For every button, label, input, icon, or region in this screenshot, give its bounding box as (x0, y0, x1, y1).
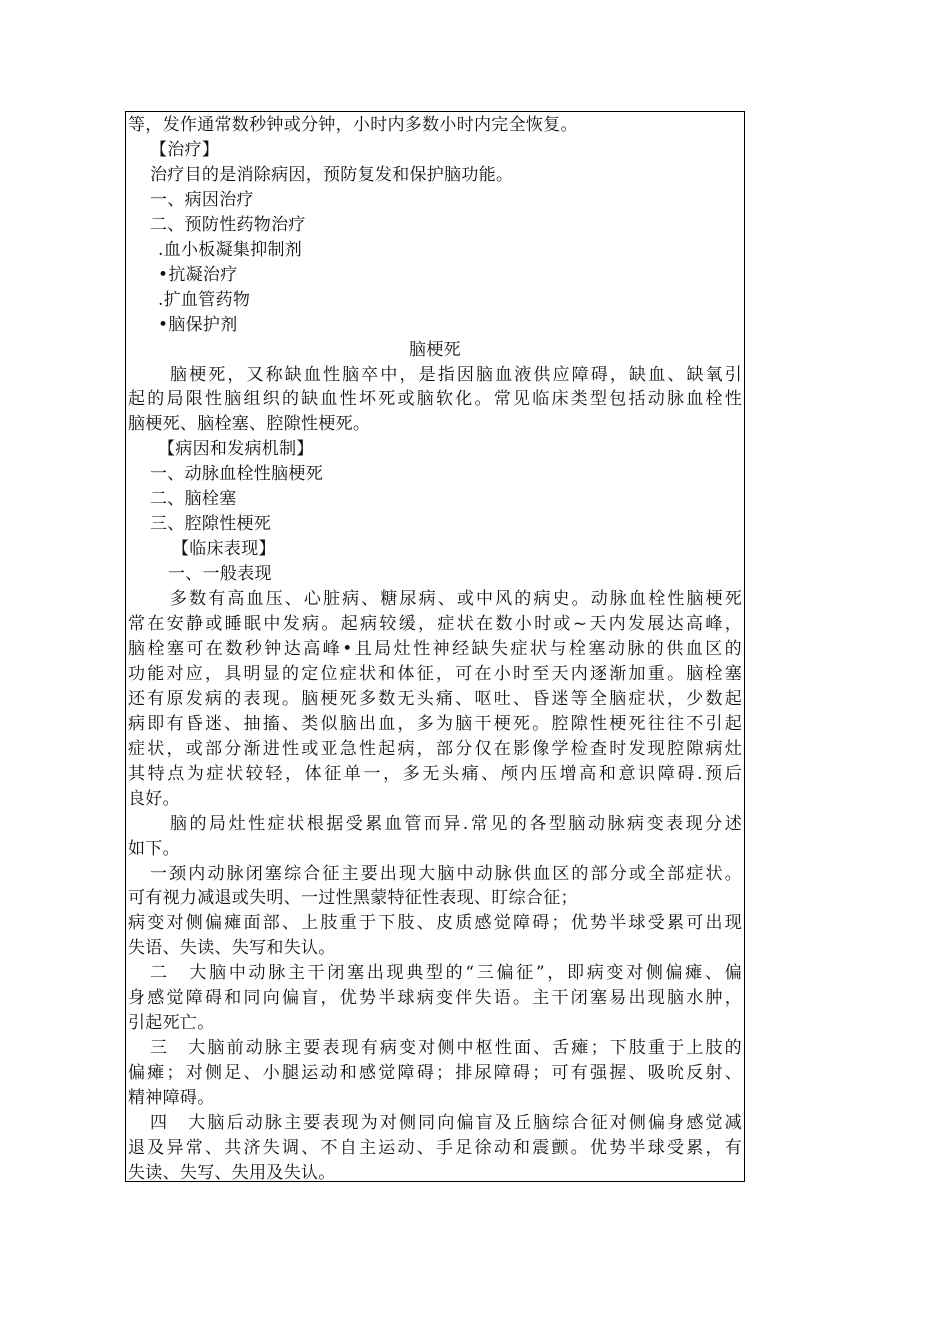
text-line: 一颈内动脉闭塞综合征主要出现大脑中动脉供血区的部分或全部症状。 (150, 863, 742, 884)
text-line: 病即有昏迷、抽搐、类似脑出血，多为脑干梗死。腔隙性梗死往往不引起 (128, 713, 742, 734)
text-line: 病变对侧偏瘫面部、上肢重于下肢、皮质感觉障碍；优势半球受累可出现 (128, 913, 742, 934)
text-line: 失语、失读、失写和失认。 (128, 938, 336, 959)
text-line: 【临床表现】 (172, 539, 276, 560)
text-line: 症状，或部分渐进性或亚急性起病，部分仅在影像学检查时发现腔隙病灶 (128, 738, 742, 759)
text-line: 可有视力减退或失明、一过性黑蒙特征性表现、盯综合征； (128, 888, 578, 909)
text-line: •脑保护剂 (158, 314, 238, 335)
text-line: 二、脑栓塞 (150, 489, 237, 510)
text-line: 【病因和发病机制】 (158, 439, 314, 460)
text-line: 【治疗】 (150, 139, 220, 160)
text-line: 身感觉障碍和同向偏盲，优势半球病变伴失语。主干闭塞易出现脑水肿， (128, 988, 742, 1009)
text-line: .扩血管药物 (158, 289, 251, 310)
text-line: 良好。 (128, 788, 180, 809)
text-line: 其特点为症状较轻，体征单一，多无头痛、颅内压增高和意识障碍.预后 (128, 763, 742, 784)
text-line: 精神障碍。 (128, 1088, 215, 1109)
text-line: 多数有高血压、心脏病、糖尿病、或中风的病史。动脉血栓性脑梗死 (170, 589, 742, 610)
text-line: 二 大脑中动脉主干闭塞出现典型的“三偏征”，即病变对侧偏瘫、偏 (150, 963, 742, 984)
text-line: 常在安静或睡眠中发病。起病较缓，症状在数小时或~天内发展达高峰， (128, 614, 742, 634)
text-line: 三、腔隙性梗死 (150, 514, 272, 535)
text-line: 等，发作通常数秒钟或分钟，小时内多数小时内完全恢复。 (128, 115, 578, 135)
text-line: 一、一般表现 (168, 564, 272, 585)
section-heading: 脑梗死 (409, 339, 461, 360)
text-line: 还有原发病的表现。脑梗死多数无头痛、呕吐、昏迷等全脑症状，少数起 (128, 688, 742, 709)
text-line: 偏瘫；对侧足、小腿运动和感觉障碍；排尿障碍；可有强握、吸吮反射、 (128, 1063, 742, 1084)
text-line: 治疗目的是消除病因，预防复发和保护脑功能。 (150, 164, 514, 185)
text-line: •抗凝治疗 (158, 264, 238, 285)
document-page-frame (125, 111, 745, 1182)
text-line: 退及异常、共济失调、不自主运动、手足徐动和震颤。优势半球受累，有 (128, 1137, 742, 1158)
text-line: 脑梗死、脑栓塞、腔隙性梗死。 (128, 414, 371, 435)
text-line: 一、动脉血栓性脑梗死 (150, 464, 323, 485)
text-line: 失读、失写、失用及失认。 (128, 1162, 336, 1182)
text-line: 功能对应，具明显的定位症状和体征，可在小时至天内逐渐加重。脑栓塞 (128, 663, 742, 684)
text-line: 脑梗死，又称缺血性脑卒中，是指因脑血液供应障碍，缺血、缺氧引 (170, 364, 742, 385)
text-line: 脑的局灶性症状根据受累血管而异.常见的各型脑动脉病变表现分述 (170, 813, 742, 834)
text-line: 引起死亡。 (128, 1013, 215, 1034)
text-line: 二、预防性药物治疗 (150, 214, 306, 235)
text-line: 起的局限性脑组织的缺血性坏死或脑软化。常见临床类型包括动脉血栓性 (128, 389, 742, 410)
text-line: 如下。 (128, 838, 180, 859)
text-line: 脑栓塞可在数秒钟达高峰•且局灶性神经缺失症状与栓塞动脉的供血区的 (128, 638, 742, 659)
text-line: 四 大脑后动脉主要表现为对侧同向偏盲及丘脑综合征对侧偏身感觉减 (150, 1113, 742, 1133)
text-line: 一、病因治疗 (150, 189, 254, 210)
text-line: 三 大脑前动脉主要表现有病变对侧中枢性面、舌瘫；下肢重于上肢的 (150, 1038, 742, 1059)
text-line: .血小板凝集抑制剂 (158, 239, 303, 260)
